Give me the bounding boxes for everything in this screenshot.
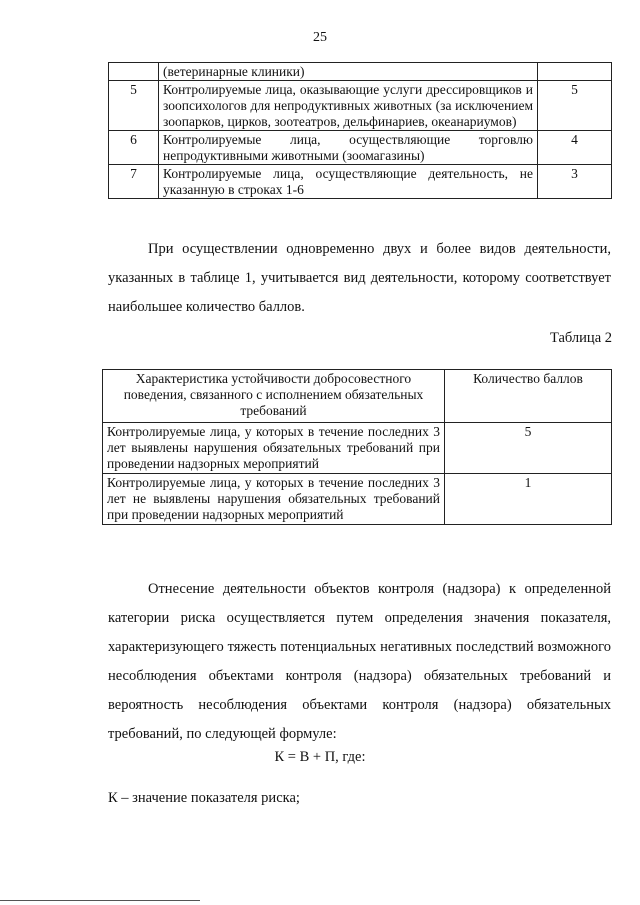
compliance-table: [102, 369, 612, 525]
formula-definition: К – значение показателя риска;: [108, 790, 300, 806]
activity-score: 5: [538, 81, 612, 131]
row-number: 6: [109, 131, 159, 165]
table-row: [103, 474, 612, 525]
activity-score: [538, 63, 612, 81]
table-row: [109, 81, 612, 131]
table-row: [103, 423, 612, 474]
page-number: 25: [313, 30, 327, 45]
paragraph-risk-category: Отнесение деятельности объектов контроля (надзора) к определенной категории риска осуществляется путем определения значения показателя, характеризующего тяжесть потенциальных негативных последствий возможного несоблюдения объектами контроля (надзора) обязательных требований и вероятность несоблюдения объектами контроля (надзора) обязательных требований, по следующей формуле:: [108, 581, 611, 742]
table-caption: Таблица 2: [549, 330, 612, 346]
table-row: [109, 63, 612, 81]
activity-description: Контролируемые лица, оказывающие услуги дрессировщиков и зоопсихологов для непродуктивных животных (за исключением зоопарков, цирков, зоотеатров, дельфинариев, океанариумов): [159, 81, 538, 131]
risk-formula: К = В + П, где:: [274, 749, 366, 765]
footnote-divider: [0, 900, 200, 901]
activity-description: Контролируемые лица, осуществляющие торговлю непродуктивными животными (зоомагазины): [159, 131, 538, 165]
column-header-points: Количество баллов: [445, 370, 612, 423]
activity-score: 3: [538, 165, 612, 199]
activity-description: Контролируемые лица, осуществляющие деятельность, не указанную в строках 1-6: [159, 165, 538, 199]
activity-description: (ветеринарные клиники): [159, 63, 538, 81]
activity-score: 4: [538, 131, 612, 165]
row-number: [109, 63, 159, 81]
table-row: [109, 131, 612, 165]
row-number: 5: [109, 81, 159, 131]
compliance-characteristic: Контролируемые лица, у которых в течение последних 3 лет не выявлены нарушения обязательных требований при проведении надзорных мероприятий: [103, 474, 445, 525]
compliance-characteristic: Контролируемые лица, у которых в течение последних 3 лет выявлены нарушения обязательных требований при проведении надзорных мероприятий: [103, 423, 445, 474]
compliance-points: 1: [445, 474, 612, 525]
row-number: 7: [109, 165, 159, 199]
column-header-characteristic: Характеристика устойчивости добросовестного поведения, связанного с исполнением обязательных требований: [103, 370, 445, 423]
table-row: [109, 165, 612, 199]
compliance-points: 5: [445, 423, 612, 474]
paragraph-multiple-activities: При осуществлении одновременно двух и более видов деятельности, указанных в таблице 1, учитывается вид деятельности, которому соответствует наибольшее количество баллов.: [108, 241, 611, 315]
table-header-row: [103, 370, 612, 423]
activity-table: [108, 62, 612, 199]
